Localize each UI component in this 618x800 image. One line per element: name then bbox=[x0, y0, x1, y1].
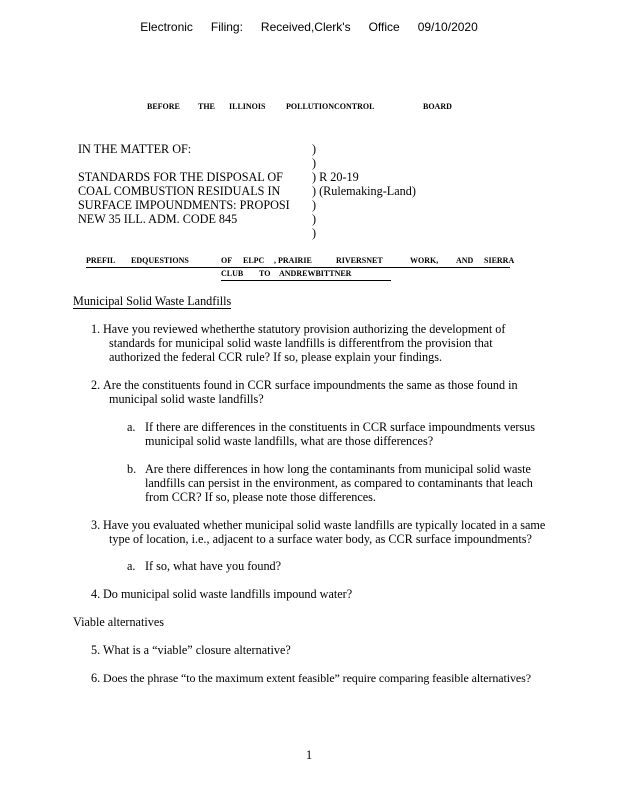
question-line: landfills can persist in the environment, as compared to contaminants that leach bbox=[145, 476, 533, 490]
question-number: 6. bbox=[91, 671, 101, 685]
title-word: OF bbox=[221, 256, 233, 265]
question-3a: If so, what have you found? bbox=[145, 559, 282, 573]
title-word: RIVERSNET bbox=[336, 256, 383, 265]
board-word: POLLUTIONCONTROL bbox=[286, 102, 375, 111]
stamp-part: Filing: bbox=[210, 20, 243, 34]
question-line: from CCR? If so, please note those differences. bbox=[145, 490, 376, 504]
caption-right-line: ) bbox=[312, 226, 317, 240]
page-number: 1 bbox=[305, 748, 313, 762]
title-word: ANDREWBITTNER bbox=[279, 269, 352, 278]
question-number: 5. bbox=[91, 643, 101, 657]
board-word: ILLINOIS bbox=[229, 102, 266, 111]
question-line: municipal solid waste landfills? bbox=[109, 392, 264, 406]
question-2a bbox=[145, 420, 535, 448]
question-2b bbox=[145, 462, 533, 504]
caption-right bbox=[312, 142, 416, 240]
title-word: TO bbox=[259, 269, 271, 278]
caption-line: COAL COMBUSTION RESIDUALS IN bbox=[78, 184, 281, 198]
question-number: 4. bbox=[91, 587, 101, 601]
question-number: 1. bbox=[91, 322, 101, 336]
subquestion-letter: a. bbox=[127, 559, 136, 573]
caption-right-line: ) bbox=[312, 212, 317, 226]
title-word: PREFIL bbox=[86, 256, 116, 265]
filing-stamp bbox=[0, 20, 618, 34]
question-line: Have you reviewed whetherthe statutory provision authorizing the development of bbox=[103, 322, 506, 336]
question-2 bbox=[103, 378, 518, 406]
section-heading-viable: Viable alternatives bbox=[73, 615, 164, 629]
question-3 bbox=[103, 518, 545, 546]
title-word: ELPC bbox=[243, 256, 265, 265]
stamp-part: Electronic bbox=[140, 20, 193, 34]
board-word: THE bbox=[198, 102, 215, 111]
question-line: authorized the federal CCR rule? If so, please explain your findings. bbox=[109, 350, 443, 364]
section-heading-msw: Municipal Solid Waste Landfills bbox=[73, 294, 232, 308]
question-5: What is a “viable” closure alternative? bbox=[103, 643, 291, 657]
caption-right-line: ) bbox=[312, 198, 317, 212]
caption-line bbox=[78, 156, 290, 170]
title-word: WORK, bbox=[410, 256, 439, 265]
caption-line: NEW 35 ILL. ADM. CODE 845 bbox=[78, 212, 238, 226]
caption-right-line: ) (Rulemaking-Land) bbox=[312, 184, 416, 198]
question-line: type of location, i.e., adjacent to a surface water body, as CCR surface impoundments? bbox=[109, 532, 532, 546]
title-word: , PRAIRIE bbox=[274, 256, 312, 265]
subquestion-letter: a. bbox=[127, 420, 136, 434]
question-line: municipal solid waste landfills, what are those differences? bbox=[145, 434, 434, 448]
title-word: EDQUESTIONS bbox=[131, 256, 189, 265]
question-line: If there are differences in the constituents in CCR surface impoundments versus bbox=[145, 420, 536, 434]
question-line: Are the constituents found in CCR surface impoundments the same as those found in bbox=[103, 378, 518, 392]
board-word: BEFORE bbox=[147, 102, 180, 111]
question-number: 2. bbox=[91, 378, 101, 392]
stamp-part: Received,Clerk's bbox=[260, 20, 351, 34]
stamp-part: Office bbox=[368, 20, 400, 34]
title-word: CLUB bbox=[221, 269, 244, 278]
question-line: Have you evaluated whether municipal solid waste landfills are typically located in a same bbox=[103, 518, 546, 532]
stamp-part: 09/10/2020 bbox=[417, 20, 478, 34]
document-title-line2 bbox=[221, 269, 391, 281]
question-1 bbox=[103, 322, 505, 364]
subquestion-letter: b. bbox=[127, 462, 137, 476]
question-line: standards for municipal solid waste landfills is differentfrom the provision that bbox=[109, 336, 493, 350]
title-word: SIERRA bbox=[484, 256, 515, 265]
caption-line: SURFACE IMPOUNDMENTS: PROPOSI bbox=[78, 198, 290, 212]
document-title-line1 bbox=[86, 256, 515, 268]
question-4: Do municipal solid waste landfills impound water? bbox=[103, 587, 353, 601]
board-word: BOARD bbox=[423, 102, 452, 111]
caption-right-line: ) R 20-19 bbox=[312, 170, 359, 184]
title-word: AND bbox=[456, 256, 474, 265]
question-line: Are there differences in how long the contaminants from municipal solid waste bbox=[145, 462, 531, 476]
caption-line: STANDARDS FOR THE DISPOSAL OF bbox=[78, 170, 283, 184]
caption-left bbox=[78, 142, 290, 226]
question-6: Does the phrase “to the maximum extent feasible” require comparing feasible alternatives? bbox=[103, 671, 531, 685]
question-number: 3. bbox=[91, 518, 101, 532]
caption-right-line: ) bbox=[312, 142, 317, 156]
caption-right-line: ) bbox=[312, 156, 317, 170]
caption-line: IN THE MATTER OF: bbox=[78, 142, 192, 156]
